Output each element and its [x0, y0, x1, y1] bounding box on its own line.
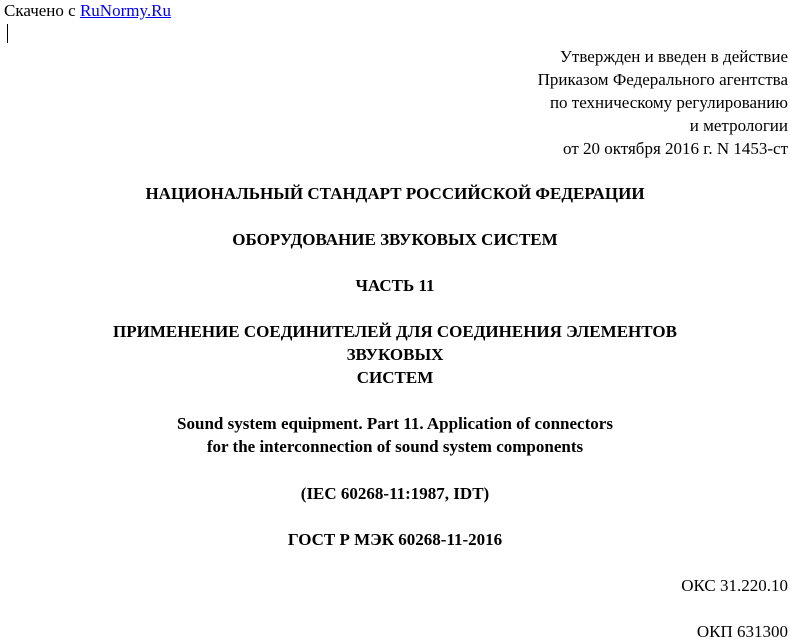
- approval-block: [538, 45, 788, 160]
- text-cursor: [7, 24, 8, 43]
- oks-code: ОКС 31.220.10: [681, 576, 788, 595]
- english-title-line-1: Sound system equipment. Part 11. Application of connectors: [177, 414, 613, 433]
- approval-line-5: от 20 октября 2016 г. N 1453-ст: [563, 139, 788, 158]
- approval-line-3: по техническому регулированию: [549, 93, 788, 112]
- runormy-link[interactable]: RuNormy.Ru: [79, 1, 171, 20]
- standard-subtitle-line-3: СИСТЕМ: [356, 368, 434, 387]
- standard-heading: НАЦИОНАЛЬНЫЙ СТАНДАРТ РОССИЙСКОЙ ФЕДЕРАЦИИ: [145, 184, 645, 203]
- approval-line-2: Приказом Федерального агентства: [537, 70, 788, 89]
- approval-line-1: Утвержден и введен в действие: [559, 47, 788, 66]
- iec-reference: (IEC 60268-11:1987, IDT): [300, 484, 490, 503]
- download-source-prefix: Скачено с: [4, 1, 76, 20]
- standard-subtitle-line-1: ПРИМЕНЕНИЕ СОЕДИНИТЕЛЕЙ ДЛЯ СОЕДИНЕНИЯ ЭЛЕМЕНТОВ: [113, 322, 677, 341]
- okp-code: ОКП 631300: [696, 622, 788, 641]
- approval-line-4: и метрологии: [689, 116, 788, 135]
- standard-subtitle-line-2: ЗВУКОВЫХ: [346, 345, 444, 364]
- standard-title-main: ОБОРУДОВАНИЕ ЗВУКОВЫХ СИСТЕМ: [232, 230, 558, 249]
- standard-subtitle: [0, 320, 790, 389]
- english-title-line-2: for the interconnection of sound system components: [206, 437, 584, 456]
- download-source-line: [4, 0, 171, 22]
- gost-number: ГОСТ Р МЭК 60268-11-2016: [287, 530, 503, 549]
- standard-part: ЧАСТЬ 11: [355, 276, 435, 295]
- english-title: [0, 412, 790, 458]
